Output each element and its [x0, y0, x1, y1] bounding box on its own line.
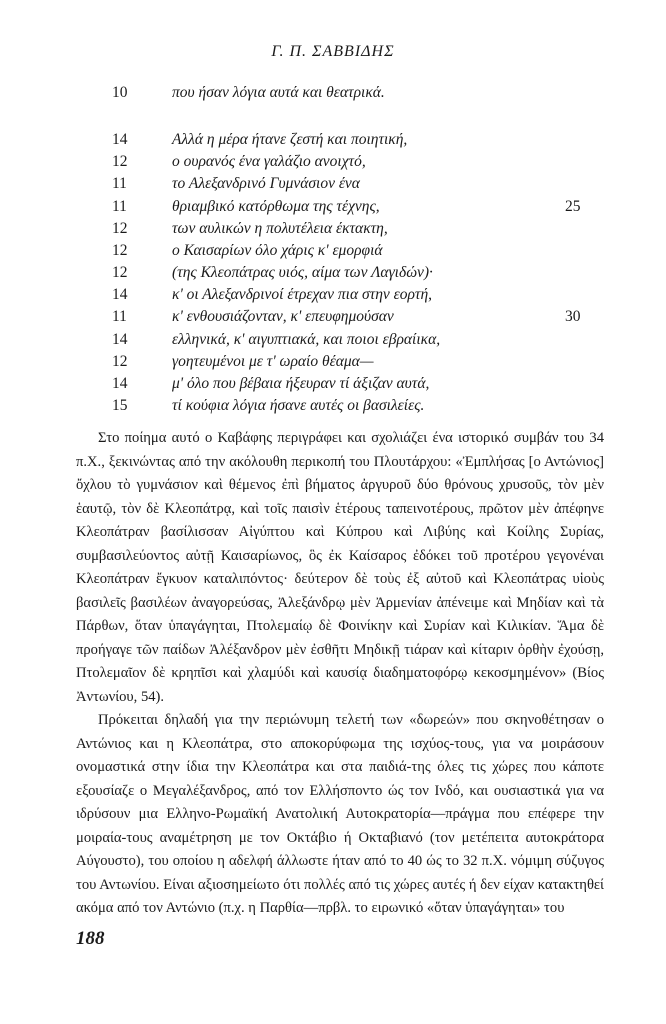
- poem-line: [0, 220, 666, 242]
- verse-text: των αυλικών η πολυτέλεια έκτακτη,: [172, 220, 388, 237]
- syllable-count: 11: [112, 175, 127, 192]
- syllable-count: 11: [112, 198, 127, 215]
- verse-text: ο ουρανός ένα γαλάζιο ανοιχτό,: [172, 153, 366, 170]
- poem-line: [0, 242, 666, 264]
- poem-line: [0, 331, 666, 353]
- poem-line: [0, 153, 666, 175]
- syllable-count: 12: [112, 264, 128, 281]
- poem-line: [0, 286, 666, 308]
- verse-text: ο Καισαρίων όλο χάρις κ' εμορφιά: [172, 242, 383, 259]
- poem-line: [0, 353, 666, 375]
- poem-line: [0, 264, 666, 286]
- syllable-count: 14: [112, 286, 128, 303]
- verse-text: (της Κλεοπάτρας υιός, αίμα των Λαγιδών)·: [172, 264, 433, 281]
- poem-line: [0, 175, 666, 197]
- verse-text: τί κούφια λόγια ήσανε αυτές οι βασιλείες.: [172, 397, 425, 414]
- syllable-count: 12: [112, 353, 128, 370]
- poem-line: [0, 198, 666, 220]
- commentary-text: [76, 427, 604, 921]
- verse-text: που ήσαν λόγια αυτά και θεατρικά.: [172, 84, 385, 101]
- running-head: Γ. Π. ΣΑΒΒΙΔΗΣ: [271, 43, 395, 60]
- poem-line: [0, 84, 666, 106]
- paragraph: Πρόκειται δηλαδή για την περιώνυμη τελετή των «δωρεών» που σκηνοθέτησαν ο Αντώνιος και η Κλεοπάτρα, στο αποκορύφωμα της ισχύος-τους, για να μοιράσουν ονομαστικά στην ίδια την Κλεοπάτρα και στα παιδιά-της όλες τις χώρες που κάποτε εξουσίαζε ο Μεγαλέξανδρος, από τον Ελλήσποντο ώς τον Ινδό, και ουσιαστικά για να ιδρύσουν μια Ελληνο-Ρωμαϊκή Ανατολική Αυτοκρατορία—πράγμα που επέφερε την μοιραία-τους αναμέτρηση με τον Οκτάβιο ή Οκταβιανό (τον μετέπειτα αυτοκράτορα Αύγουστο), του οποίου η αδελφή άλλωστε ήταν από το 40 ώς το 32 π.Χ. νόμιμη σύζυγος του Αντωνίου. Είναι αξιοσημείωτο ότι πολλές από τις χώρες αυτές ή δεν είχαν κατακτηθεί ακόμα από τον Αντώνιο (π.χ. η Παρθία—πρβλ. το ειρωνικό «ὅταν ὑπαγάγηται» του: [76, 712, 604, 916]
- syllable-count: 14: [112, 131, 128, 148]
- verse-text: γοητευμένοι με τ' ωραίο θέαμα—: [172, 353, 374, 370]
- syllable-count: 12: [112, 153, 128, 170]
- syllable-count: 14: [112, 375, 128, 392]
- verse-text: θριαμβικό κατόρθωμα της τέχνης,: [172, 198, 380, 215]
- verse-text: κ' ενθουσιάζονταν, κ' επευφημούσαν: [172, 308, 394, 325]
- paragraph: Στο ποίημα αυτό ο Καβάφης περιγράφει και σχολιάζει ένα ιστορικό συμβάν του 34 π.Χ., ξεκινώντας από την ακόλουθη περικοπή του Πλουτάρχου: «Ἐμπλήσας [ο Αντώνιος] ὄχλου τὸ γυμνάσιον καὶ θέμενος ἐπὶ βήματος ἀργυροῦ δύο θρόνους χρυσοῦς, τὸν μὲν ἑαυτῷ, τὸν δὲ Κλεοπάτρᾳ, καὶ τοῖς παισὶν ἑτέρους ταπεινοτέρους, πρῶτον μὲν ἀπέφηνε Κλεοπάτραν βασίλισσαν Αἰγύπτου καὶ Κύπρου καὶ Λιβύης καὶ Κοίλης Συρίας, συμβασιλεύοντος αὐτῇ Καισαρίωνος, ὃς ἐκ Καίσαρος ἐδόκει τοῦ προτέρου γεγονέναι Κλεοπάτραν ἔγκυον καταλιπόντος· δεύτερον δὲ τοὺς ἐξ αὐτοῦ καὶ Κλεοπάτρας υἱοὺς βασιλεῖς βασιλέων ἀναγορεύσας, Ἀλεξάνδρῳ μὲν Ἀρμενίαν ἀπένειμε καὶ Μηδίαν καὶ τὰ Πάρθων, ὅταν ὑπαγάγηται, Πτολεμαίῳ δὲ Φοινίκην καὶ Συρίαν καὶ Κιλικίαν. Ἅμα δὲ προήγαγε τῶν παίδων Ἀλέξανδρον μὲν ἐσθῆτι Μηδικῇ τιάραν καὶ κίταριν ὀρθὴν ἐχούσῃ, Πτολεμαῖον δὲ κρηπῖσι καὶ χλαμύδι καὶ καυσίᾳ διαδηματοφόρῳ κεκοσμημένον» (Βίος Ἀντωνίου, 54).: [76, 430, 604, 705]
- syllable-count: 12: [112, 220, 128, 237]
- syllable-count: 14: [112, 331, 128, 348]
- syllable-count: 11: [112, 308, 127, 325]
- poem-line: [0, 375, 666, 397]
- line-number: 25: [565, 198, 581, 215]
- verse-text: Αλλά η μέρα ήτανε ζεστή και ποιητική,: [172, 131, 408, 148]
- syllable-count: 10: [112, 84, 128, 101]
- verse-text: μ' όλο που βέβαια ήξευραν τί άξιζαν αυτά,: [172, 375, 430, 392]
- verse-text: ελληνικά, κ' αιγυπτιακά, και ποιοι εβραίικα,: [172, 331, 441, 348]
- verse-text: κ' οι Αλεξανδρινοί έτρεχαν πια στην εορτή,: [172, 286, 433, 303]
- page-number: 188: [76, 928, 105, 949]
- syllable-count: 15: [112, 397, 128, 414]
- line-number: 30: [565, 308, 581, 325]
- poem-line: [0, 397, 666, 419]
- verse-text: το Αλεξανδρινό Γυμνάσιον ένα: [172, 175, 360, 192]
- poem-line: [0, 308, 666, 330]
- poem-line: [0, 131, 666, 153]
- syllable-count: 12: [112, 242, 128, 259]
